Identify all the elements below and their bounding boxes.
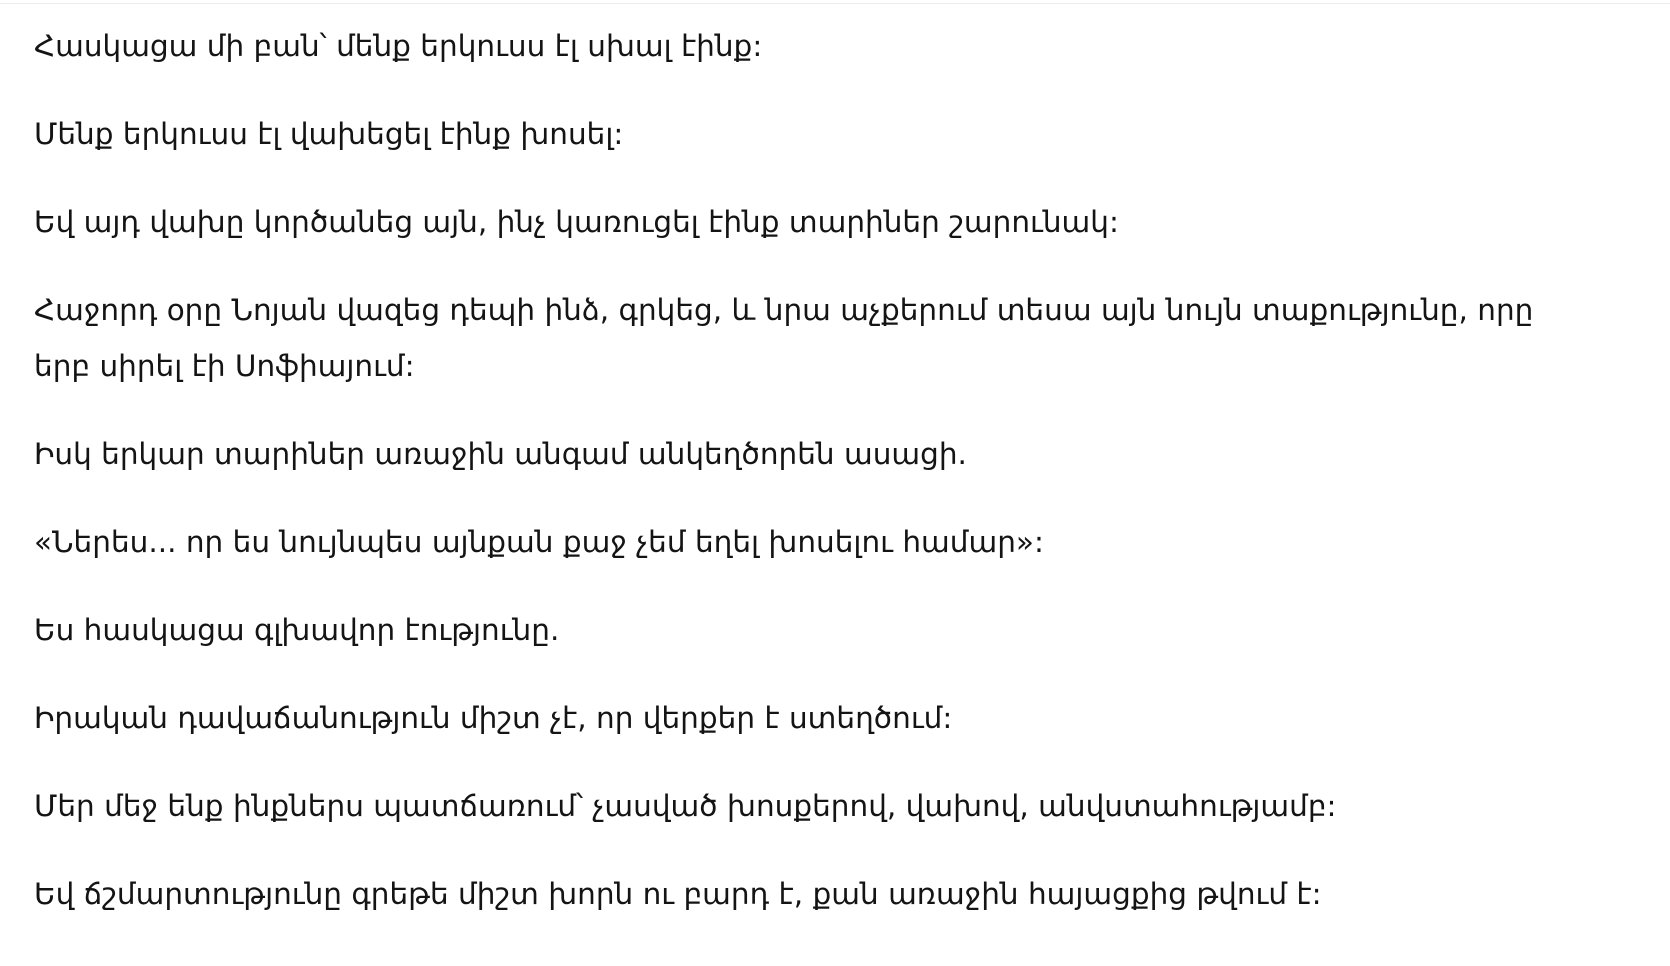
paragraph-10: Եվ ճշմարտությունը գրեթե միշտ խորն ու բարդ է, քան առաջին հայացքից թվում է:	[34, 877, 1322, 911]
paragraph-5: Իսկ երկար տարիներ առաջին անգամ անկեղծորեն ասացի.	[34, 437, 967, 471]
paragraph-6: «Ներես... որ ես նույնպես այնքան քաջ չեմ եղել խոսելու համար»:	[34, 525, 1044, 559]
top-divider	[0, 0, 1670, 4]
paragraph-1: Հասկացա մի բան՝ մենք երկուսս էլ սխալ էինք:	[34, 29, 763, 63]
paragraph-2: Մենք երկուսս էլ վախեցել էինք խոսել:	[34, 117, 624, 151]
paragraph-9: Մեր մեջ ենք ինքներս պատճառում՝ չասված խոսքերով, վախով, անվստահությամբ:	[34, 789, 1337, 823]
paragraph-4: Հաջորդ օրը Նոյան վազեց դեպի ինձ, գրկեց, և նրա աչքերում տեսա այն նույն տաքությունը, որը երբ սիրել էի Սոֆիայում:	[34, 293, 1534, 383]
paragraph-7: Ես հասկացա գլխավոր էությունը.	[34, 613, 560, 647]
paragraph-8: Իրական դավաճանություն միշտ չէ, որ վերքեր է ստեղծում:	[34, 701, 953, 735]
document-body	[34, 18, 1634, 954]
paragraph-3: Եվ այդ վախը կործանեց այն, ինչ կառուցել էինք տարիներ շարունակ:	[34, 205, 1119, 239]
